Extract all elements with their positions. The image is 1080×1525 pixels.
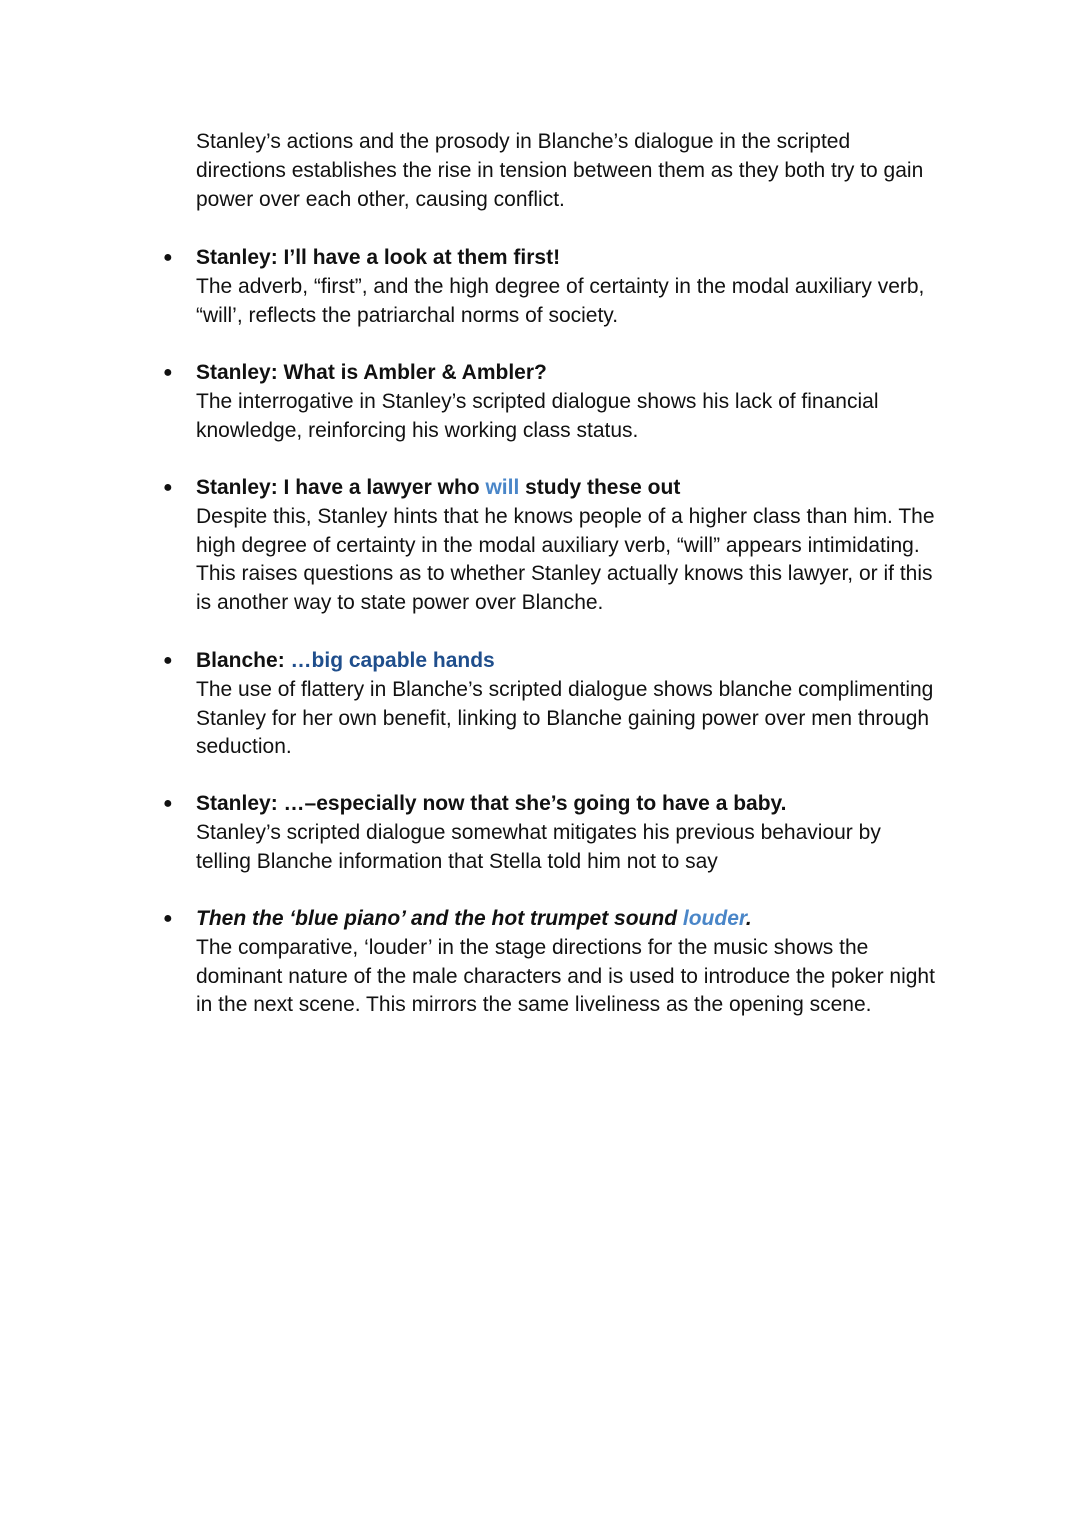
quote-heading: Stanley: What is Ambler & Ambler? (196, 361, 547, 384)
explanation-text: Stanley’s scripted dialogue somewhat mitigates his previous behaviour by telling Blanche information that Stella told him not to say (196, 820, 881, 873)
quote-heading: Stanley: I’ll have a look at them first! (196, 246, 561, 269)
explanation-text: The adverb, “first”, and the high degree of certainty in the modal auxiliary verb, “will’, reflects the patriarchal norms of society. (196, 274, 925, 327)
quote-text: . (745, 907, 752, 930)
list-item (163, 790, 936, 876)
explanation-text: The interrogative in Stanley’s scripted dialogue shows his lack of financial knowledge, reinforcing his working class status. (196, 389, 879, 442)
list-item (163, 905, 936, 1020)
quote-text: Blanche: (196, 649, 291, 672)
explanation-text: The use of flattery in Blanche’s scripted dialogue shows blanche complimenting Stanley for her own benefit, linking to Blanche gaining power over men through seduction. (196, 677, 934, 759)
bullet-icon: ● (163, 910, 173, 927)
list-item (163, 359, 936, 445)
quote-heading (196, 905, 936, 934)
list-item (163, 647, 936, 762)
highlighted-word: louder (682, 907, 746, 930)
highlighted-word: will (485, 476, 520, 499)
list-item (163, 474, 936, 618)
bullet-icon: ● (163, 652, 173, 669)
intro-paragraph: Stanley’s actions and the prosody in Blanche’s dialogue in the scripted directions establishes the rise in tension between them as they both try to gain power over each other, causing conflict. (196, 130, 924, 211)
bullet-icon: ● (163, 795, 173, 812)
list-item (163, 244, 936, 330)
explanation-text: Despite this, Stanley hints that he knows people of a higher class than him. The high degree of certainty in the modal auxiliary verb, “will” appears intimidating. This raises questions as to whether Stanley actually knows this lawyer, or if this is another way to state power over Blanche. (196, 504, 935, 615)
quote-text: Stanley: I have a lawyer who (196, 476, 486, 499)
quote-text: Then the ‘blue piano’ and the hot trumpet sound (196, 907, 683, 930)
bullet-icon: ● (163, 364, 173, 381)
quote-heading: Stanley: …–especially now that she’s going to have a baby. (196, 792, 787, 815)
bullet-icon: ● (163, 249, 173, 266)
quote-text: study these out (519, 476, 681, 499)
explanation-text: The comparative, ‘louder’ in the stage directions for the music shows the dominant nature of the male characters and is used to introduce the poker night in the next scene. This mirrors the same liveliness as the opening scene. (196, 935, 935, 1017)
highlighted-phrase: …big capable hands (290, 649, 495, 672)
quote-heading (196, 474, 936, 503)
quote-heading (196, 647, 936, 676)
bullet-icon: ● (163, 479, 173, 496)
